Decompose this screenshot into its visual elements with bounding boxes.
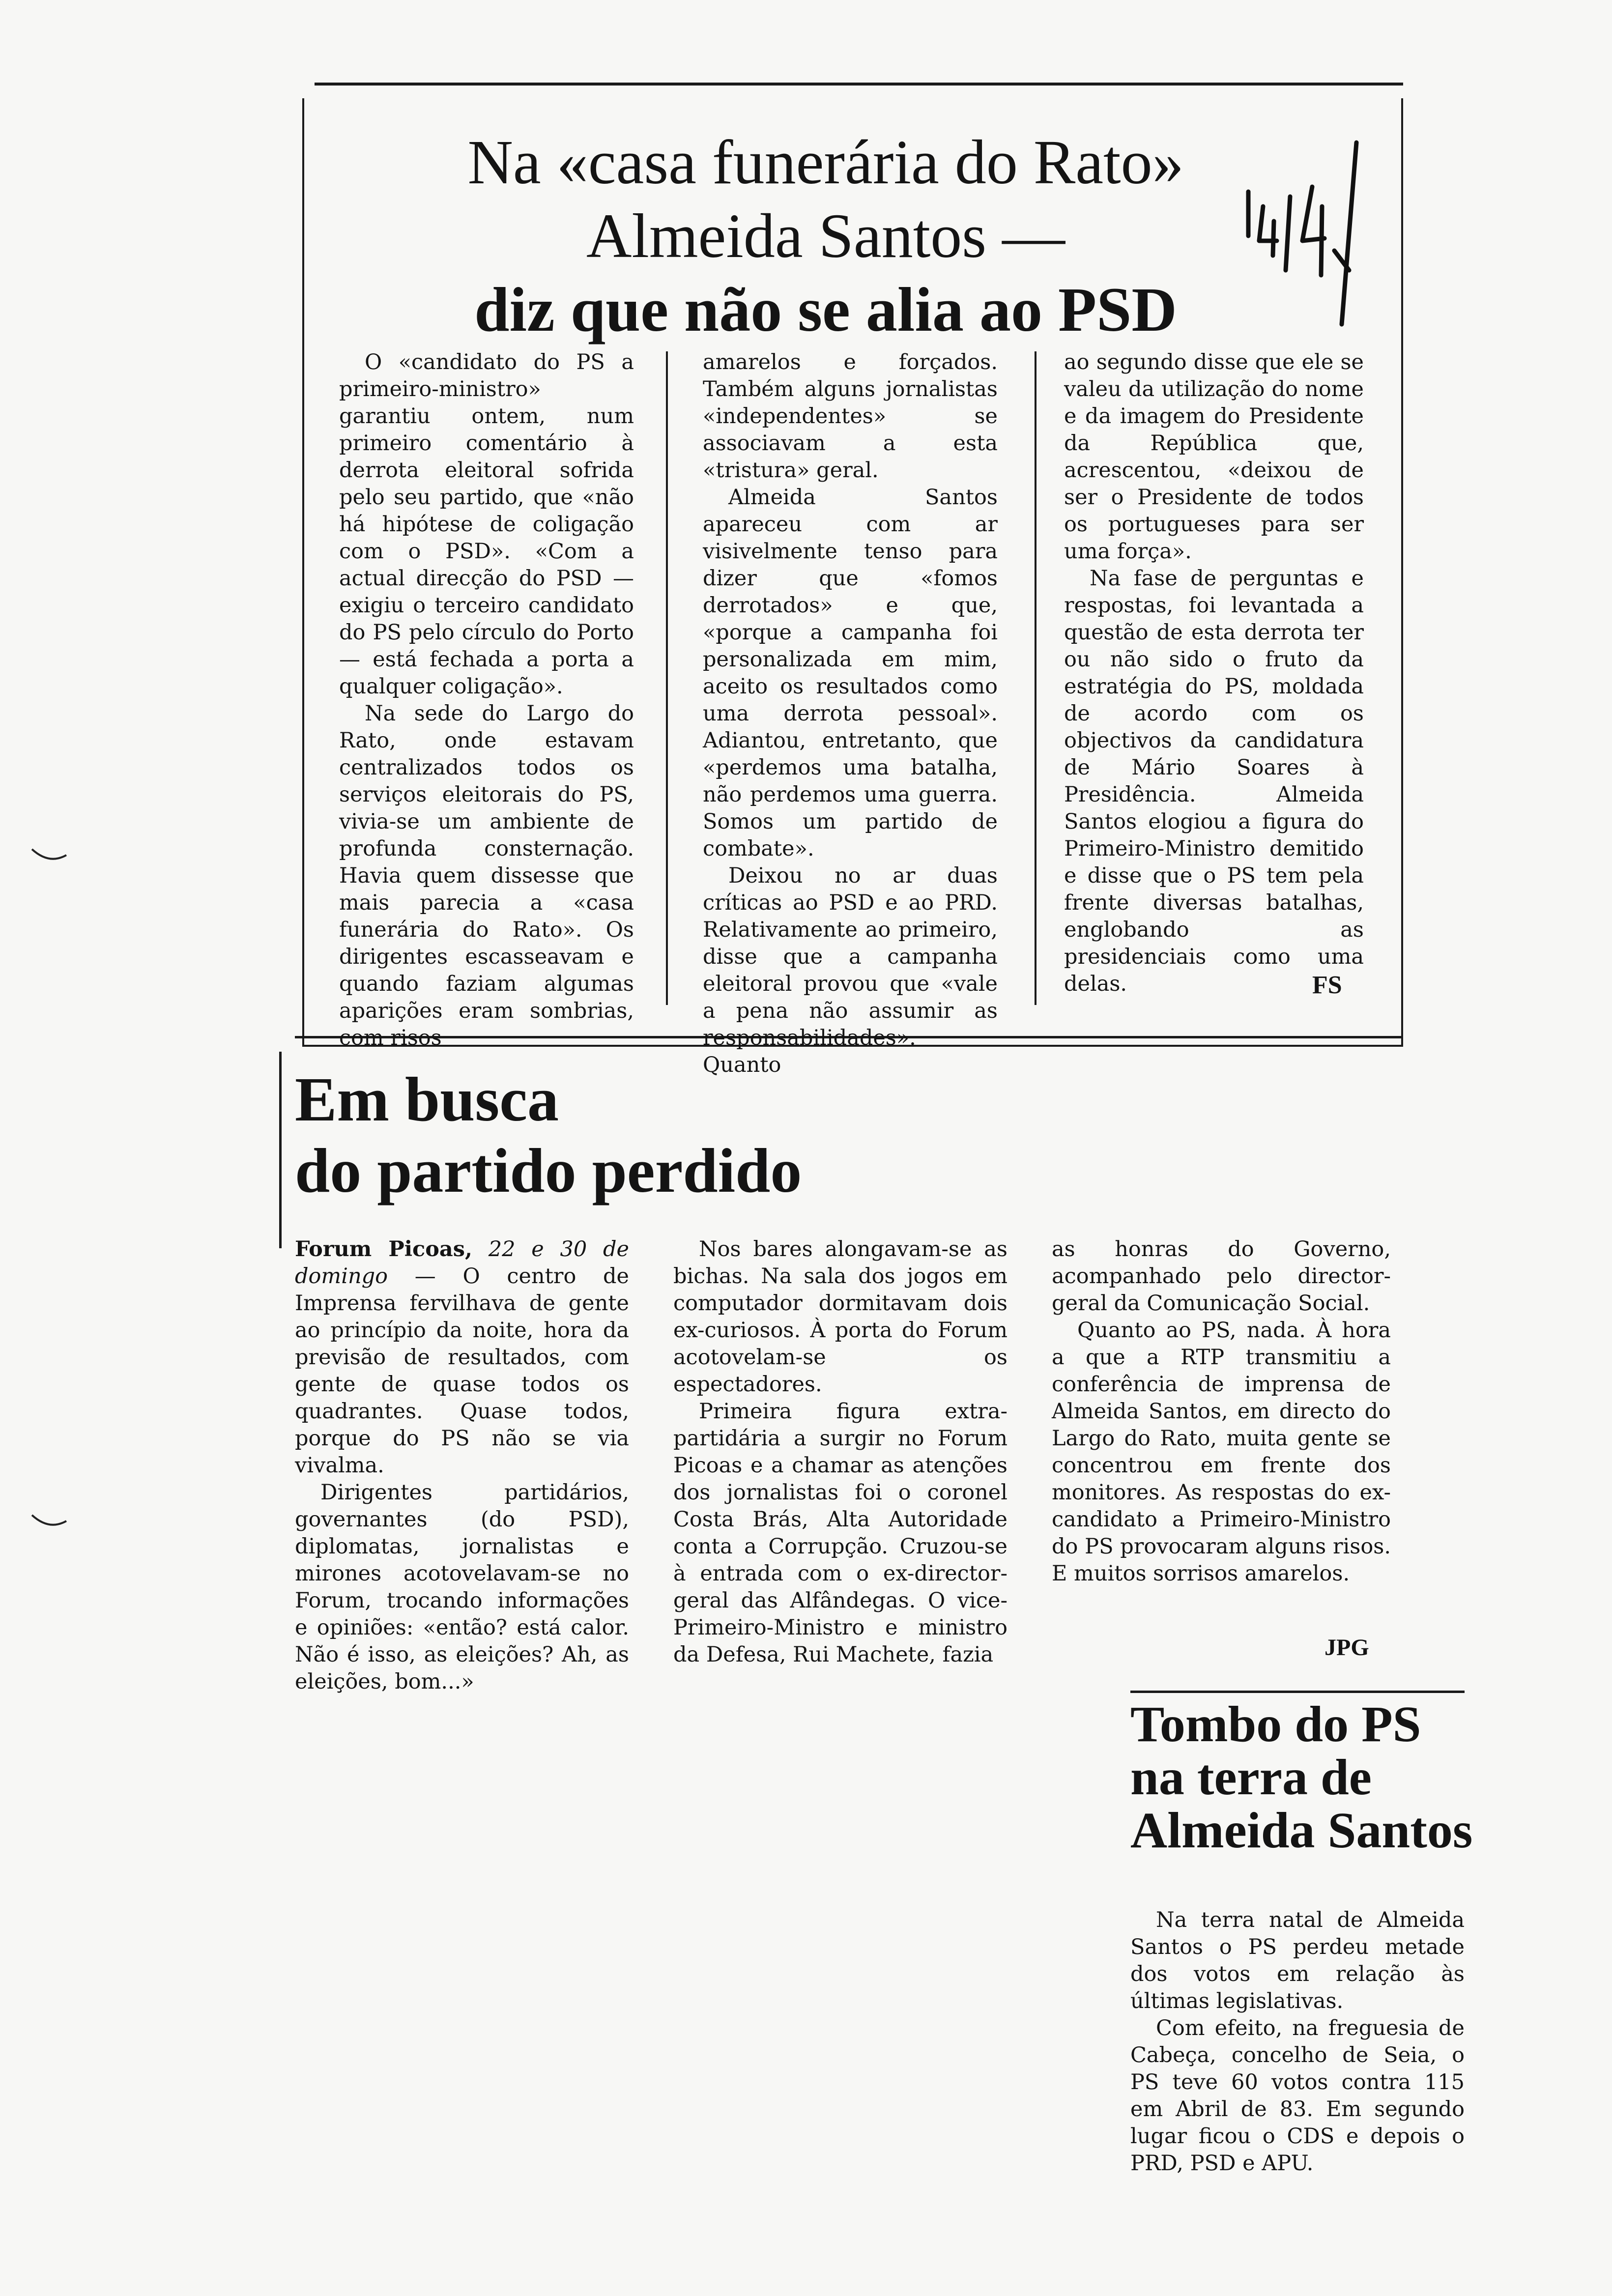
article2-headline-line2: do partido perdido — [295, 1136, 802, 1205]
article1-headline-line2: Almeida Santos — — [586, 201, 1065, 271]
article1-headline — [344, 125, 1307, 346]
article1-column-divider — [666, 351, 668, 1005]
article2-headline-line1: Em busca — [295, 1064, 559, 1134]
article2-lead-text: — O centro de Imprensa fervilhava de gente ao princípio da noite, hora da previsão de resultados, com gente de quase todos os quadrantes. Quase todos, porque do PS não se via vivalma. — [295, 1264, 630, 1478]
article2-headline — [295, 1064, 802, 1206]
article1-column-3 — [1064, 349, 1364, 998]
article1-paragraph: Almeida Santos apareceu com ar visivelmente tenso para dizer que «fomos derrotados» e que, «porque a campanha foi personalizada em mim, aceito os resultados como uma derrota pessoal». Adiantou, entretanto, que «perdemos uma batalha, não perdemos uma guerra. Somos um partido de combate». — [703, 485, 998, 861]
article2-column-1 — [295, 1236, 629, 1695]
article2-left-bar — [279, 1052, 282, 1248]
article1-paragraph: Deixou no ar duas críticas ao PSD e ao PRD. Relativamente ao primeiro, disse que a campanha eleitoral provou que «vale a pena não assumir as responsabilidades». Quanto — [703, 863, 998, 1077]
article2-paragraph: Primeira figura extra-partidária a surgir no Forum Picoas e a chamar as atenções dos jornalistas foi o coronel Costa Brás, Alta Autoridade conta a Corrupção. Cruzou-se à entrada com o ex-director-geral das Alfândegas. O vice-Primeiro-Ministro e ministro da Defesa, Rui Machete, fazia — [673, 1399, 1008, 1667]
handwritten-date-note — [1238, 128, 1386, 336]
article1-column-divider — [1035, 351, 1036, 1005]
article1-column-1 — [339, 349, 634, 1052]
article2-dateline-place: Forum Picoas, — [295, 1237, 472, 1262]
article2-paragraph: as honras do Governo, acompanhado pelo director-geral da Comunicação Social. — [1052, 1237, 1391, 1316]
article2-column-2 — [673, 1236, 1008, 1668]
article1-paragraph: Na sede do Largo do Rato, onde estavam centralizados todos os serviços eleitorais do PS, vivia-se um ambiente de profunda consternação. Havia quem dissesse que mais parecia a «casa funerária do Rato». Os dirigentes escasseavam e quando faziam algumas aparições eram sombrias, com risos — [339, 701, 634, 1050]
article1-headline-line3: diz que não se alia ao PSD — [474, 275, 1177, 344]
article1-paragraph: Na fase de perguntas e respostas, foi levantada a questão de esta derrota ter ou não sido o fruto da estratégia do PS, moldada de acordo com os objectivos da candidatura de Mário Soares à Presidência. Almeida Santos elogiou a figura do Primeiro-Ministro demitido e disse que o PS tem pela frente diversas batalhas, englobando as presidenciais como uma delas. — [1064, 566, 1364, 996]
article3-top-rule — [1130, 1691, 1465, 1693]
article2-paragraph: Nos bares alongavam-se as bichas. Na sala dos jogos em computador dormitavam dois ex-curiosos. À porta do Forum acotovelam-se os espectadores. — [673, 1237, 1008, 1397]
article2-paragraph: Quanto ao PS, nada. À hora a que a RTP transmitiu a conferência de imprensa de Almeida Santos, em directo do Largo do Rato, muita gente se concentrou em frente dos monitores. As respostas do ex-candidato a Primeiro-Ministro do PS provocaram alguns risos. E muitos sorrisos amarelos. — [1052, 1318, 1391, 1586]
article1-paragraph: O «candidato do PS a primeiro-ministro» garantiu ontem, num primeiro comentário à derrota eleitoral sofrida pelo seu partido, que «não há hipótese de coligação com o PSD». «Com a actual direcção do PSD — exigiu o terceiro candidato do PS pelo círculo do Porto — está fechada a porta a qualquer coligação». — [339, 350, 634, 699]
article3-paragraph: Na terra natal de Almeida Santos o PS perdeu metade dos votos em relação às últimas legislativas. — [1130, 1908, 1465, 2013]
article1-signature: FS — [1312, 971, 1342, 999]
article1-top-rule — [315, 83, 1403, 86]
scan-margin-mark — [29, 1511, 69, 1531]
article1-column-2 — [703, 349, 998, 1079]
article2-signature: JPG — [1324, 1635, 1369, 1661]
article3-headline: Tombo do PS na terra de Almeida Santos — [1130, 1696, 1473, 1859]
article2-paragraph — [295, 1236, 629, 1479]
article2-dateline-date: 22 e 30 de domingo — [295, 1237, 629, 1289]
article1-paragraph: amarelos e forçados. Também alguns jornalistas «independentes» se associavam a esta «tristura» geral. — [703, 350, 998, 483]
article2-paragraph: Dirigentes partidários, governantes (do PSD), diplomatas, jornalistas e mirones acotovelavam-se no Forum, trocando informações e opiniões: «então? está calor. Não é isso, as eleições? Ah, as eleições, bom...» — [295, 1480, 629, 1694]
article1-paragraph: ao segundo disse que ele se valeu da utilização do nome e da imagem do Presidente da República que, acrescentou, «deixou de ser o Presidente de todos os portugueses para ser uma força». — [1064, 350, 1364, 564]
article3-body — [1130, 1907, 1465, 2177]
article1-headline-line1: Na «casa funerária do Rato» — [467, 127, 1184, 197]
article3-paragraph: Com efeito, na freguesia de Cabeça, concelho de Seia, o PS teve 60 votos contra 115 em Abril de 83. Em segundo lugar ficou o CDS e depois o PRD, PSD e APU. — [1130, 2016, 1465, 2176]
scan-margin-mark — [29, 845, 69, 865]
article2-column-3 — [1052, 1236, 1391, 1587]
